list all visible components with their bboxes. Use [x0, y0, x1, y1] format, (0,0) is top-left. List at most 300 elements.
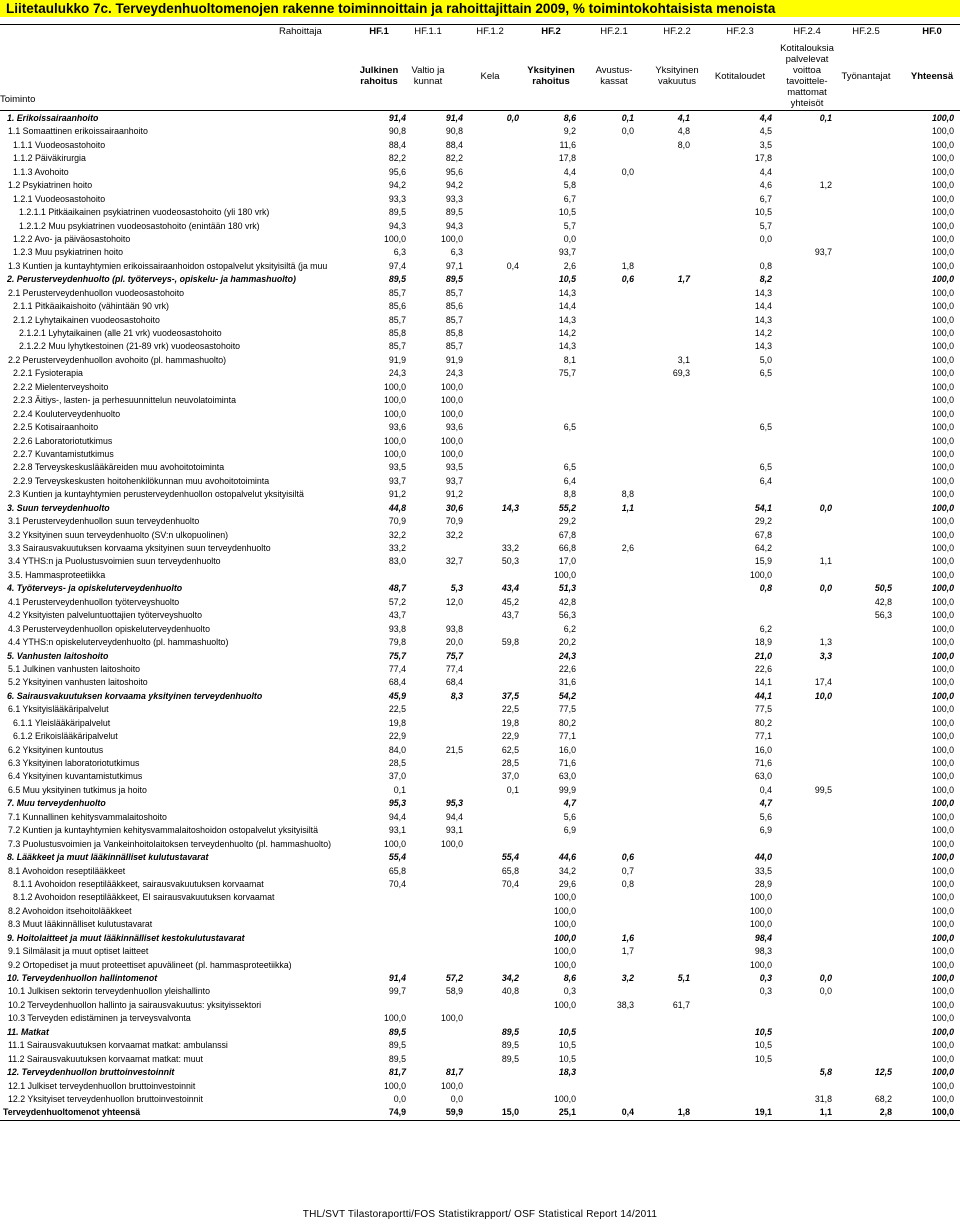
row-value: 70,4 [501, 878, 519, 889]
row-value: 38,3 [616, 999, 634, 1010]
table-row [0, 636, 960, 649]
row-value: 85,7 [445, 341, 463, 352]
header-column-name-line: Kela [480, 70, 500, 82]
row-value: 56,3 [558, 610, 576, 621]
row-value: 95,3 [388, 798, 406, 809]
row-value: 6,7 [563, 193, 576, 204]
row-value: 21,0 [754, 650, 772, 661]
header-column-name-line: Työnantajat [841, 70, 891, 82]
header-code: HF.2.3 [726, 26, 754, 37]
row-value: 85,8 [445, 328, 463, 338]
row-value: 22,6 [754, 663, 772, 674]
row-value: 100,0 [383, 1080, 406, 1091]
row-value: 70,9 [445, 516, 463, 527]
row-value: 74,9 [388, 1107, 406, 1118]
row-value: 100,0 [931, 502, 954, 513]
row-value: 59,9 [445, 1107, 463, 1118]
row-value: 100,0 [931, 650, 954, 661]
row-value: 100,0 [553, 905, 576, 916]
row-label: 2.2.8 Terveyskeskuslääkäreiden muu avohoitotoiminta [13, 462, 225, 473]
row-value: 10,5 [754, 1026, 772, 1037]
row-value: 100,0 [749, 569, 772, 580]
row-value: 81,7 [445, 1067, 463, 1078]
row-value: 93,1 [445, 825, 463, 836]
row-value: 77,4 [388, 663, 406, 674]
table-bottom-rule [0, 1120, 960, 1121]
row-value: 0,8 [621, 878, 634, 889]
header-column-name-line: palvelevat [785, 54, 829, 65]
row-value: 0,0 [393, 1093, 406, 1104]
header-column-name-line: Yksityinen [527, 65, 575, 76]
row-value: 18,9 [754, 637, 772, 648]
row-value: 20,0 [445, 637, 463, 648]
row-value: 100,0 [931, 637, 954, 648]
row-value: 58,9 [445, 986, 463, 997]
row-label: 1.1.1 Vuodeosastohoito [13, 139, 106, 150]
row-value: 100,0 [931, 408, 954, 419]
row-value: 100,0 [553, 919, 576, 930]
row-value: 48,7 [388, 583, 406, 594]
row-label: 2.2.9 Terveyskeskusten hoitohenkilökunnan muu avohoitotoiminta [13, 475, 270, 486]
table-row [0, 354, 960, 367]
row-value: 0,0 [819, 502, 832, 513]
row-value: 0,8 [759, 260, 772, 271]
table-row [0, 891, 960, 904]
header-column-name-line: Yksityinen [655, 65, 699, 76]
row-label: 10. Terveydenhuollon hallintomenot [7, 973, 158, 983]
row-value: 100,0 [931, 233, 954, 244]
header-column-name-line: yhteisöt [790, 98, 824, 109]
row-value: 77,5 [558, 704, 576, 715]
table-row [0, 717, 960, 730]
row-value: 19,8 [501, 717, 519, 728]
row-value: 6,4 [563, 475, 576, 486]
row-value: 100,0 [931, 166, 954, 177]
row-value: 0,4 [759, 784, 772, 795]
row-value: 93,7 [814, 247, 832, 258]
row-value: 93,8 [388, 623, 406, 634]
row-label: 2.2.4 Kouluterveydenhuolto [13, 408, 121, 419]
row-value: 100,0 [931, 314, 954, 325]
row-value: 17,8 [558, 153, 576, 164]
header-column-name [896, 71, 960, 82]
row-value: 100,0 [931, 113, 954, 123]
row-value: 100,0 [749, 959, 772, 970]
row-label: 1.2.1.2 Muu psykiatrinen vuodeosastohoito (enintään 180 vrk) [19, 220, 260, 231]
row-value: 80,2 [558, 717, 576, 728]
row-value: 15,0 [501, 1107, 519, 1118]
row-value: 6,9 [759, 825, 772, 836]
row-value: 14,3 [558, 287, 576, 298]
row-label: 12.1 Julkiset terveydenhuollon bruttoinvestoinnit [8, 1080, 196, 1091]
row-value: 3,1 [677, 354, 690, 365]
table-row [0, 797, 960, 810]
row-label: 2.1.1 Pitkäaikaishoito (vähintään 90 vrk) [13, 301, 169, 312]
row-label: 3.2 Yksityinen suun terveydenhuolto (SV:n ulkopuolinen) [8, 529, 229, 540]
row-label: 4.4 YTHS:n opiskeluterveydenhuolto (pl. hammashuolto) [8, 637, 229, 648]
row-label: 2.2.5 Kotisairaanhoito [13, 422, 99, 433]
row-value: 24,3 [558, 650, 576, 661]
row-value: 100,0 [440, 1013, 463, 1024]
row-value: 45,9 [388, 690, 406, 701]
table-row [0, 166, 960, 179]
table-row [0, 233, 960, 246]
row-value: 85,6 [388, 301, 406, 312]
row-label: 5. Vanhusten laitoshoito [7, 650, 109, 661]
row-label: 1.1 Somaattinen erikoissairaanhoito [8, 126, 148, 137]
table-row [0, 932, 960, 945]
row-label: 6.3 Yksityinen laboratoriotutkimus [8, 758, 140, 768]
header-column-name-line: Kotitaloudet [714, 70, 766, 82]
header-code: HF.2.4 [793, 26, 821, 37]
table-row [0, 112, 960, 125]
row-value: 0,1 [506, 784, 519, 795]
table-row [0, 838, 960, 851]
header-code: HF.2.5 [852, 26, 880, 37]
table-row [0, 959, 960, 972]
row-value: 4,6 [759, 180, 772, 191]
table-row [0, 985, 960, 998]
row-value: 100,0 [931, 529, 954, 540]
row-value: 31,8 [814, 1093, 832, 1104]
row-label: 8.3 Muut lääkinnälliset kulutustavarat [8, 919, 153, 930]
header-column-name-line: rahoitus [360, 76, 398, 87]
table-row [0, 757, 960, 770]
row-value: 100,0 [931, 247, 954, 258]
row-value: 90,8 [445, 126, 463, 137]
row-value: 1,8 [677, 1107, 690, 1118]
row-value: 8,0 [677, 139, 690, 150]
table-row [0, 273, 960, 286]
row-value: 10,5 [558, 207, 576, 218]
row-value: 6,5 [759, 462, 772, 473]
row-value: 8,2 [759, 274, 772, 285]
row-label: 1.2.1 Vuodeosastohoito [13, 193, 106, 204]
table-row [0, 193, 960, 206]
row-value: 100,0 [553, 932, 576, 943]
row-label: 3.5. Hammasproteetiikka [8, 569, 106, 580]
row-value: 91,4 [388, 113, 406, 123]
row-value: 100,0 [440, 233, 463, 244]
row-value: 100,0 [931, 395, 954, 406]
row-value: 100,0 [383, 395, 406, 406]
row-value: 14,4 [754, 301, 772, 312]
row-value: 0,0 [819, 583, 832, 594]
table-row [0, 381, 960, 394]
row-value: 82,2 [445, 153, 463, 164]
row-value: 77,5 [754, 704, 772, 715]
row-value: 6,3 [450, 247, 463, 258]
row-value: 44,1 [754, 690, 772, 701]
row-value: 85,7 [388, 341, 406, 352]
row-value: 3,2 [621, 973, 634, 983]
row-value: 93,7 [445, 475, 463, 486]
row-value: 21,5 [445, 744, 463, 755]
row-value: 88,4 [445, 139, 463, 150]
table-row [0, 488, 960, 501]
row-value: 4,8 [677, 126, 690, 137]
table-row [0, 851, 960, 864]
row-value: 1,6 [621, 932, 634, 943]
row-value: 0,4 [621, 1107, 634, 1118]
row-value: 4,4 [759, 113, 772, 123]
row-value: 100,0 [440, 435, 463, 446]
row-value: 0,0 [450, 1093, 463, 1104]
row-value: 14,3 [558, 314, 576, 325]
toiminto-label: Toiminto [0, 94, 36, 105]
row-value: 100,0 [931, 301, 954, 312]
row-value: 85,8 [388, 328, 406, 338]
row-value: 54,1 [754, 502, 772, 513]
row-value: 100,0 [931, 516, 954, 527]
row-value: 100,0 [931, 583, 954, 594]
row-value: 100,0 [931, 811, 954, 822]
row-value: 100,0 [440, 408, 463, 419]
row-value: 95,6 [388, 166, 406, 177]
row-value: 94,4 [388, 811, 406, 822]
row-value: 1,2 [819, 180, 832, 191]
row-value: 82,2 [388, 153, 406, 164]
row-value: 100,0 [440, 1080, 463, 1091]
row-value: 68,4 [445, 677, 463, 688]
row-label: 8.1.1 Avohoidon reseptilääkkeet, sairausvakuutuksen korvaamat [13, 878, 264, 889]
row-value: 93,5 [388, 462, 406, 473]
table-row [0, 314, 960, 327]
row-label: 11.2 Sairausvakuutuksen korvaamat matkat: muut [8, 1053, 203, 1064]
row-value: 17,0 [558, 556, 576, 567]
row-label: 7.2 Kuntien ja kuntayhtymien kehitysvammalaitoshoidon ostopalvelut yksityisiltä [8, 825, 319, 836]
row-value: 3,5 [759, 139, 772, 150]
table-row [0, 1106, 960, 1119]
table-row [0, 650, 960, 663]
header-code: HF.1.2 [476, 26, 504, 37]
row-value: 24,3 [445, 368, 463, 379]
row-value: 100,0 [383, 435, 406, 446]
row-value: 0,0 [506, 113, 519, 123]
header-column-name-line: vakuutus [657, 76, 697, 87]
row-label: 6.1 Yksityislääkäripalvelut [8, 704, 109, 715]
row-value: 100,0 [931, 1040, 954, 1051]
row-value: 56,3 [874, 610, 892, 621]
row-label: 2.1 Perusterveydenhuollon vuodeosastohoito [8, 287, 185, 298]
row-value: 84,0 [388, 744, 406, 755]
row-value: 100,0 [749, 905, 772, 916]
row-value: 93,1 [388, 825, 406, 836]
row-value: 14,1 [754, 677, 772, 688]
row-value: 100,0 [383, 408, 406, 419]
row-value: 10,5 [558, 1026, 576, 1037]
row-value: 71,6 [754, 758, 772, 768]
table-row [0, 529, 960, 542]
row-value: 71,6 [558, 758, 576, 768]
row-label: 8.1 Avohoidon reseptilääkkeet [8, 865, 126, 876]
row-value: 100,0 [931, 381, 954, 392]
header-column-name [830, 71, 902, 82]
row-value: 31,6 [558, 677, 576, 688]
row-label: 3.4 YTHS:n ja Puolustusvoimien suun terveydenhuolto [8, 556, 221, 567]
row-value: 70,9 [388, 516, 406, 527]
row-value: 100,0 [931, 690, 954, 701]
row-value: 4,1 [677, 113, 690, 123]
row-value: 10,5 [754, 207, 772, 218]
row-value: 3,3 [819, 650, 832, 661]
row-value: 1,8 [621, 260, 634, 271]
row-value: 10,5 [754, 1040, 772, 1051]
row-value: 4,4 [563, 166, 576, 177]
row-value: 94,4 [445, 811, 463, 822]
row-value: 100,0 [553, 892, 576, 903]
row-label: 11. Matkat [7, 1026, 49, 1037]
row-value: 32,2 [445, 529, 463, 540]
row-value: 85,6 [445, 301, 463, 312]
row-value: 8,6 [563, 113, 576, 123]
row-value: 0,1 [621, 113, 634, 123]
row-value: 43,7 [388, 610, 406, 621]
row-value: 63,0 [558, 771, 576, 782]
header-column-name [641, 65, 713, 87]
row-value: 65,8 [501, 865, 519, 876]
row-value: 20,2 [558, 637, 576, 648]
row-label: 2.2.1 Fysioterapia [13, 368, 83, 379]
row-value: 100,0 [931, 354, 954, 365]
row-label: 2.3 Kuntien ja kuntayhtymien perusterveydenhuollon ostopalvelut yksityisiltä [8, 489, 304, 500]
row-value: 0,0 [563, 233, 576, 244]
row-value: 44,0 [754, 852, 772, 863]
table-header [0, 24, 960, 112]
row-label: 4. Työterveys- ja opiskeluterveydenhuolto [7, 583, 183, 594]
row-label: 2.2.2 Mielenterveyshoito [13, 381, 109, 392]
row-value: 100,0 [440, 381, 463, 392]
row-value: 94,3 [388, 220, 406, 231]
header-top-rule [0, 24, 960, 25]
header-bottom-rule [0, 110, 960, 111]
row-value: 14,3 [501, 502, 519, 513]
table-row [0, 461, 960, 474]
table-row [0, 542, 960, 555]
header-column-name-line: Avustus- [595, 65, 633, 76]
row-value: 100,0 [931, 341, 954, 352]
row-value: 89,5 [501, 1040, 519, 1051]
row-label: 6.4 Yksityinen kuvantamistutkimus [8, 771, 143, 782]
row-value: 100,0 [931, 220, 954, 231]
row-value: 14,3 [754, 341, 772, 352]
row-value: 93,6 [445, 422, 463, 433]
row-value: 4,7 [563, 798, 576, 809]
row-value: 100,0 [931, 287, 954, 298]
row-value: 8,6 [563, 973, 576, 983]
row-label: 12.2 Yksityiset terveydenhuollon bruttoinvestoinnit [8, 1093, 203, 1104]
row-value: 42,8 [558, 596, 576, 607]
row-value: 97,4 [388, 260, 406, 271]
table-row [0, 408, 960, 421]
row-value: 6,4 [759, 475, 772, 486]
row-value: 0,6 [621, 852, 634, 863]
row-value: 11,6 [559, 139, 576, 150]
row-value: 85,7 [388, 314, 406, 325]
row-value: 94,2 [445, 180, 463, 191]
row-value: 100,0 [931, 569, 954, 580]
row-value: 14,3 [754, 287, 772, 298]
table-row [0, 623, 960, 636]
row-value: 99,9 [558, 784, 576, 795]
row-label: 2.2.6 Laboratoriotutkimus [13, 435, 113, 446]
table-row [0, 152, 960, 165]
table-row [0, 1053, 960, 1066]
row-value: 100,0 [931, 932, 954, 943]
row-value: 100,0 [931, 260, 954, 271]
row-value: 62,5 [501, 744, 519, 755]
table-row [0, 730, 960, 743]
header-column-name-line: tavoittele- [786, 76, 828, 87]
row-value: 93,7 [388, 475, 406, 486]
table-row [0, 502, 960, 515]
row-value: 89,5 [388, 1040, 406, 1051]
row-value: 91,2 [388, 489, 406, 500]
row-value: 100,0 [931, 878, 954, 889]
row-value: 17,8 [754, 153, 772, 164]
row-value: 75,7 [445, 650, 463, 661]
header-code: HF.2.1 [600, 26, 628, 37]
row-label: 12. Terveydenhuollon bruttoinvestoinnit [7, 1067, 175, 1078]
row-value: 2,8 [879, 1107, 892, 1118]
row-label: 2.1.2 Lyhytaikainen vuodeosastohoito [13, 314, 160, 325]
table-body [0, 112, 960, 1121]
row-value: 44,6 [558, 852, 576, 863]
table-row [0, 824, 960, 837]
row-label: 3.1 Perusterveydenhuollon suun terveydenhuolto [8, 516, 200, 527]
table-row [0, 287, 960, 300]
row-label: Terveydenhuoltomenot yhteensä [3, 1107, 141, 1118]
row-value: 100,0 [931, 717, 954, 728]
table-row [0, 905, 960, 918]
row-value: 100,0 [931, 623, 954, 634]
row-value: 89,5 [388, 1053, 406, 1064]
row-value: 100,0 [931, 919, 954, 930]
row-value: 100,0 [931, 368, 954, 379]
row-label: 3. Suun terveydenhuolto [7, 502, 110, 513]
table-row [0, 945, 960, 958]
header-code: HF.1.1 [414, 26, 442, 37]
row-value: 0,4 [506, 260, 519, 271]
row-value: 100,0 [383, 381, 406, 392]
row-value: 91,4 [445, 113, 463, 123]
row-value: 100,0 [931, 1053, 954, 1064]
table-row [0, 555, 960, 568]
row-value: 100,0 [931, 543, 954, 553]
row-label: 2.1.2.1 Lyhytaikainen (alle 21 vrk) vuodeosastohoito [19, 328, 222, 338]
row-value: 100,0 [440, 838, 463, 849]
row-value: 8,1 [563, 354, 576, 365]
row-value: 6,5 [563, 462, 576, 473]
table-row [0, 327, 960, 340]
row-value: 50,5 [874, 583, 892, 594]
row-value: 85,7 [445, 314, 463, 325]
row-label: 6. Sairausvakuutuksen korvaama yksityinen terveydenhuolto [7, 690, 263, 701]
table-row [0, 206, 960, 219]
row-value: 5,1 [677, 973, 690, 983]
row-value: 1,3 [819, 637, 832, 648]
table-row [0, 475, 960, 488]
row-value: 68,2 [874, 1093, 892, 1104]
row-value: 4,4 [759, 166, 772, 177]
row-value: 30,6 [445, 502, 463, 513]
row-value: 0,0 [819, 973, 832, 983]
row-value: 33,5 [754, 865, 772, 876]
row-value: 24,3 [388, 368, 406, 379]
row-value: 100,0 [931, 1107, 954, 1118]
row-value: 4,7 [759, 798, 772, 809]
row-label: 1.1.2 Päiväkirurgia [13, 153, 86, 164]
